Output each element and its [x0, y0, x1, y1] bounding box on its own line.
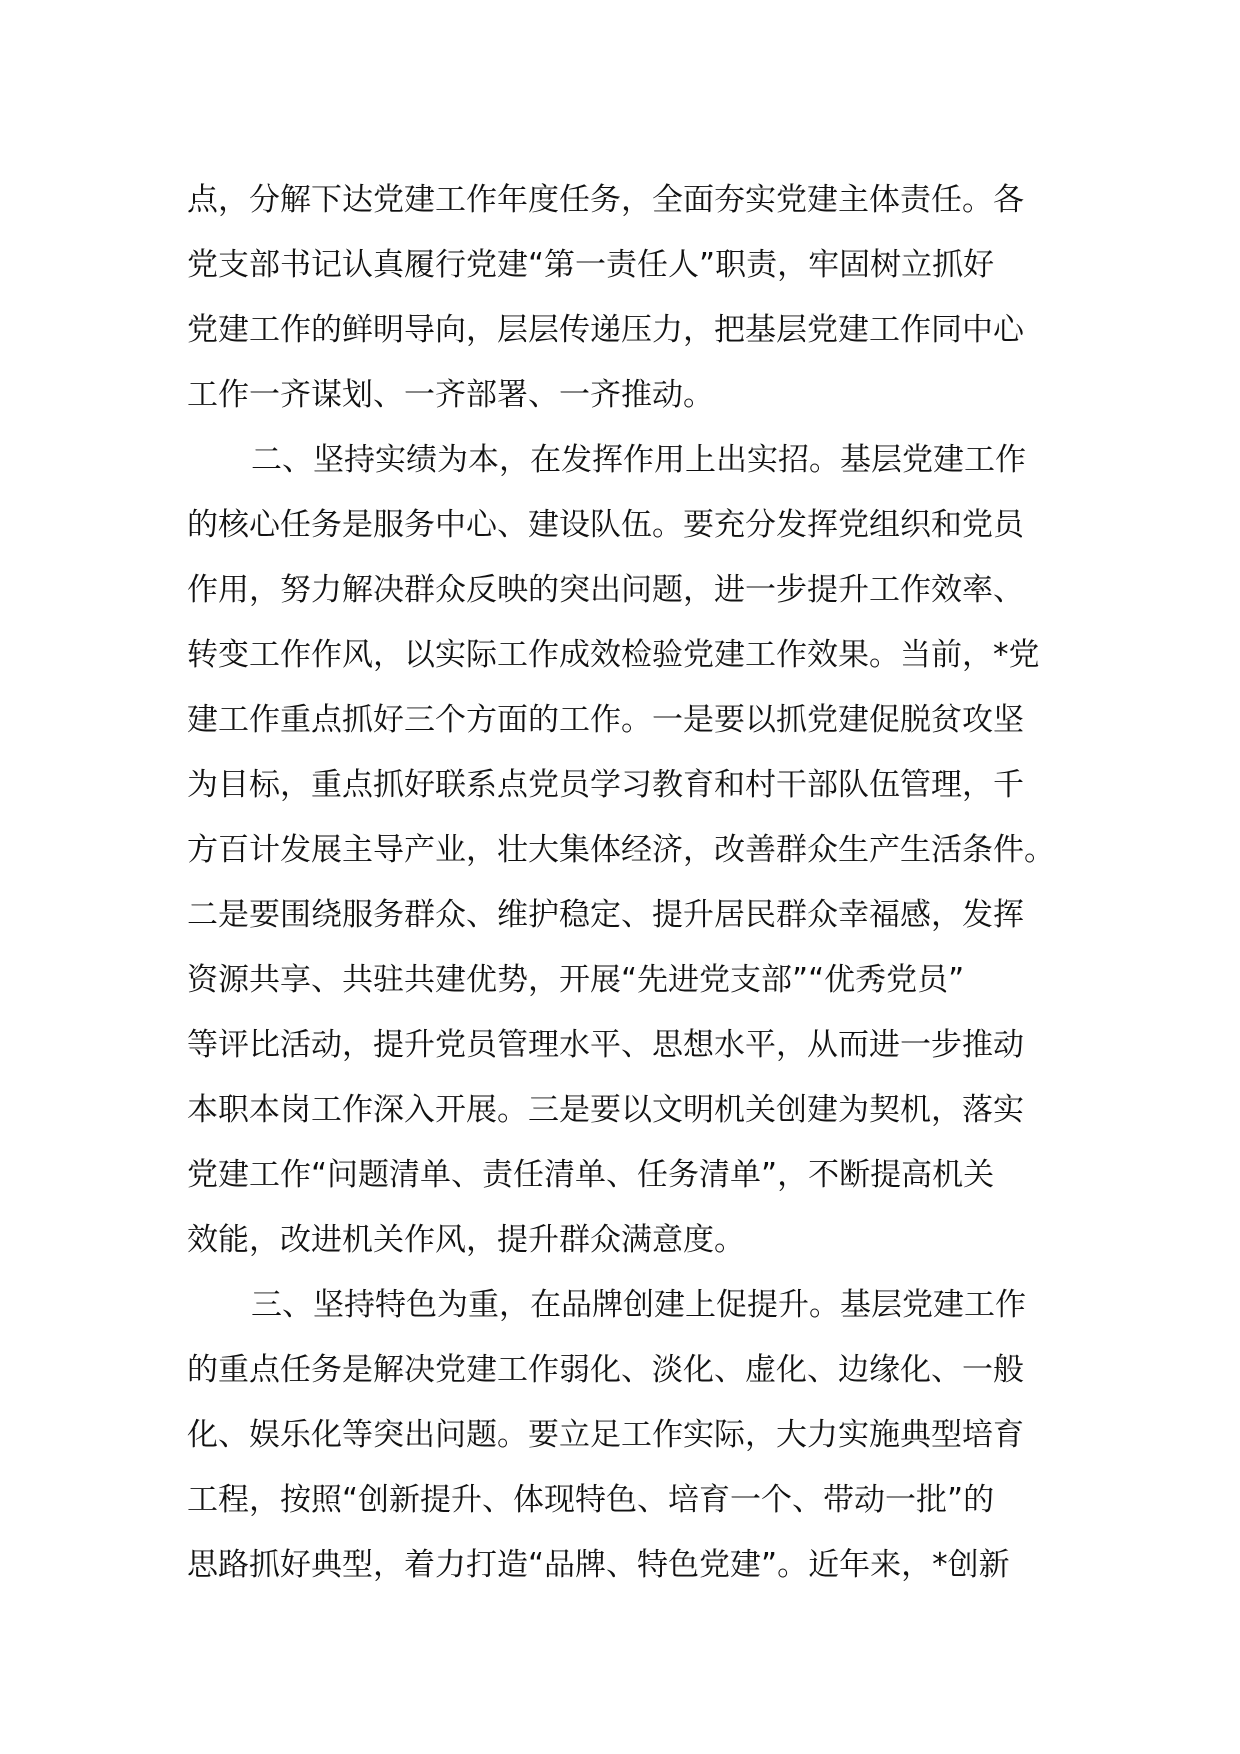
text-line: 转变工作作风，以实际工作成效检验党建工作效果。当前，*党 — [187, 637, 1040, 673]
text-line: 化、娱乐化等突出问题。要立足工作实际，大力实施典型培育 — [187, 1417, 1024, 1453]
text-line: 二是要围绕服务群众、维护稳定、提升居民群众幸福感，发挥 — [187, 897, 1024, 933]
paragraph-start-line: 三、坚持特色为重，在品牌创建上促提升。基层党建工作 — [251, 1287, 1026, 1323]
text-line: 党支部书记认真履行党建“第一责任人”职责，牢固树立抓好 — [187, 247, 995, 283]
body-text — [187, 168, 1067, 1598]
text-line: 的核心任务是服务中心、建设队伍。要充分发挥党组织和党员 — [187, 507, 1024, 543]
text-line: 工程，按照“创新提升、体现特色、培育一个、带动一批”的 — [187, 1482, 995, 1518]
text-line: 等评比活动，提升党员管理水平、思想水平，从而进一步推动 — [187, 1027, 1024, 1063]
text-line: 本职本岗工作深入开展。三是要以文明机关创建为契机，落实 — [187, 1092, 1024, 1128]
text-line: 方百计发展主导产业，壮大集体经济，改善群众生产生活条件。 — [187, 832, 1055, 868]
text-line: 为目标，重点抓好联系点党员学习教育和村干部队伍管理，千 — [187, 767, 1024, 803]
paragraph-start-line: 二、坚持实绩为本，在发挥作用上出实招。基层党建工作 — [251, 442, 1026, 478]
text-line: 工作一齐谋划、一齐部署、一齐推动。 — [187, 377, 714, 413]
text-line: 思路抓好典型，着力打造“品牌、特色党建”。近年来，*创新 — [187, 1547, 1010, 1583]
text-line: 党建工作“问题清单、责任清单、任务清单”，不断提高机关 — [187, 1157, 995, 1193]
text-line: 点，分解下达党建工作年度任务，全面夯实党建主体责任。各 — [187, 182, 1024, 218]
text-line: 建工作重点抓好三个方面的工作。一是要以抓党建促脱贫攻坚 — [187, 702, 1024, 738]
text-line: 效能，改进机关作风，提升群众满意度。 — [187, 1222, 745, 1258]
text-line: 的重点任务是解决党建工作弱化、淡化、虚化、边缘化、一般 — [187, 1352, 1024, 1388]
text-line: 党建工作的鲜明导向，层层传递压力，把基层党建工作同中心 — [187, 312, 1024, 348]
text-line: 资源共享、共驻共建优势，开展“先进党支部”“优秀党员” — [187, 962, 965, 998]
text-line: 作用，努力解决群众反映的突出问题，进一步提升工作效率、 — [187, 572, 1024, 608]
